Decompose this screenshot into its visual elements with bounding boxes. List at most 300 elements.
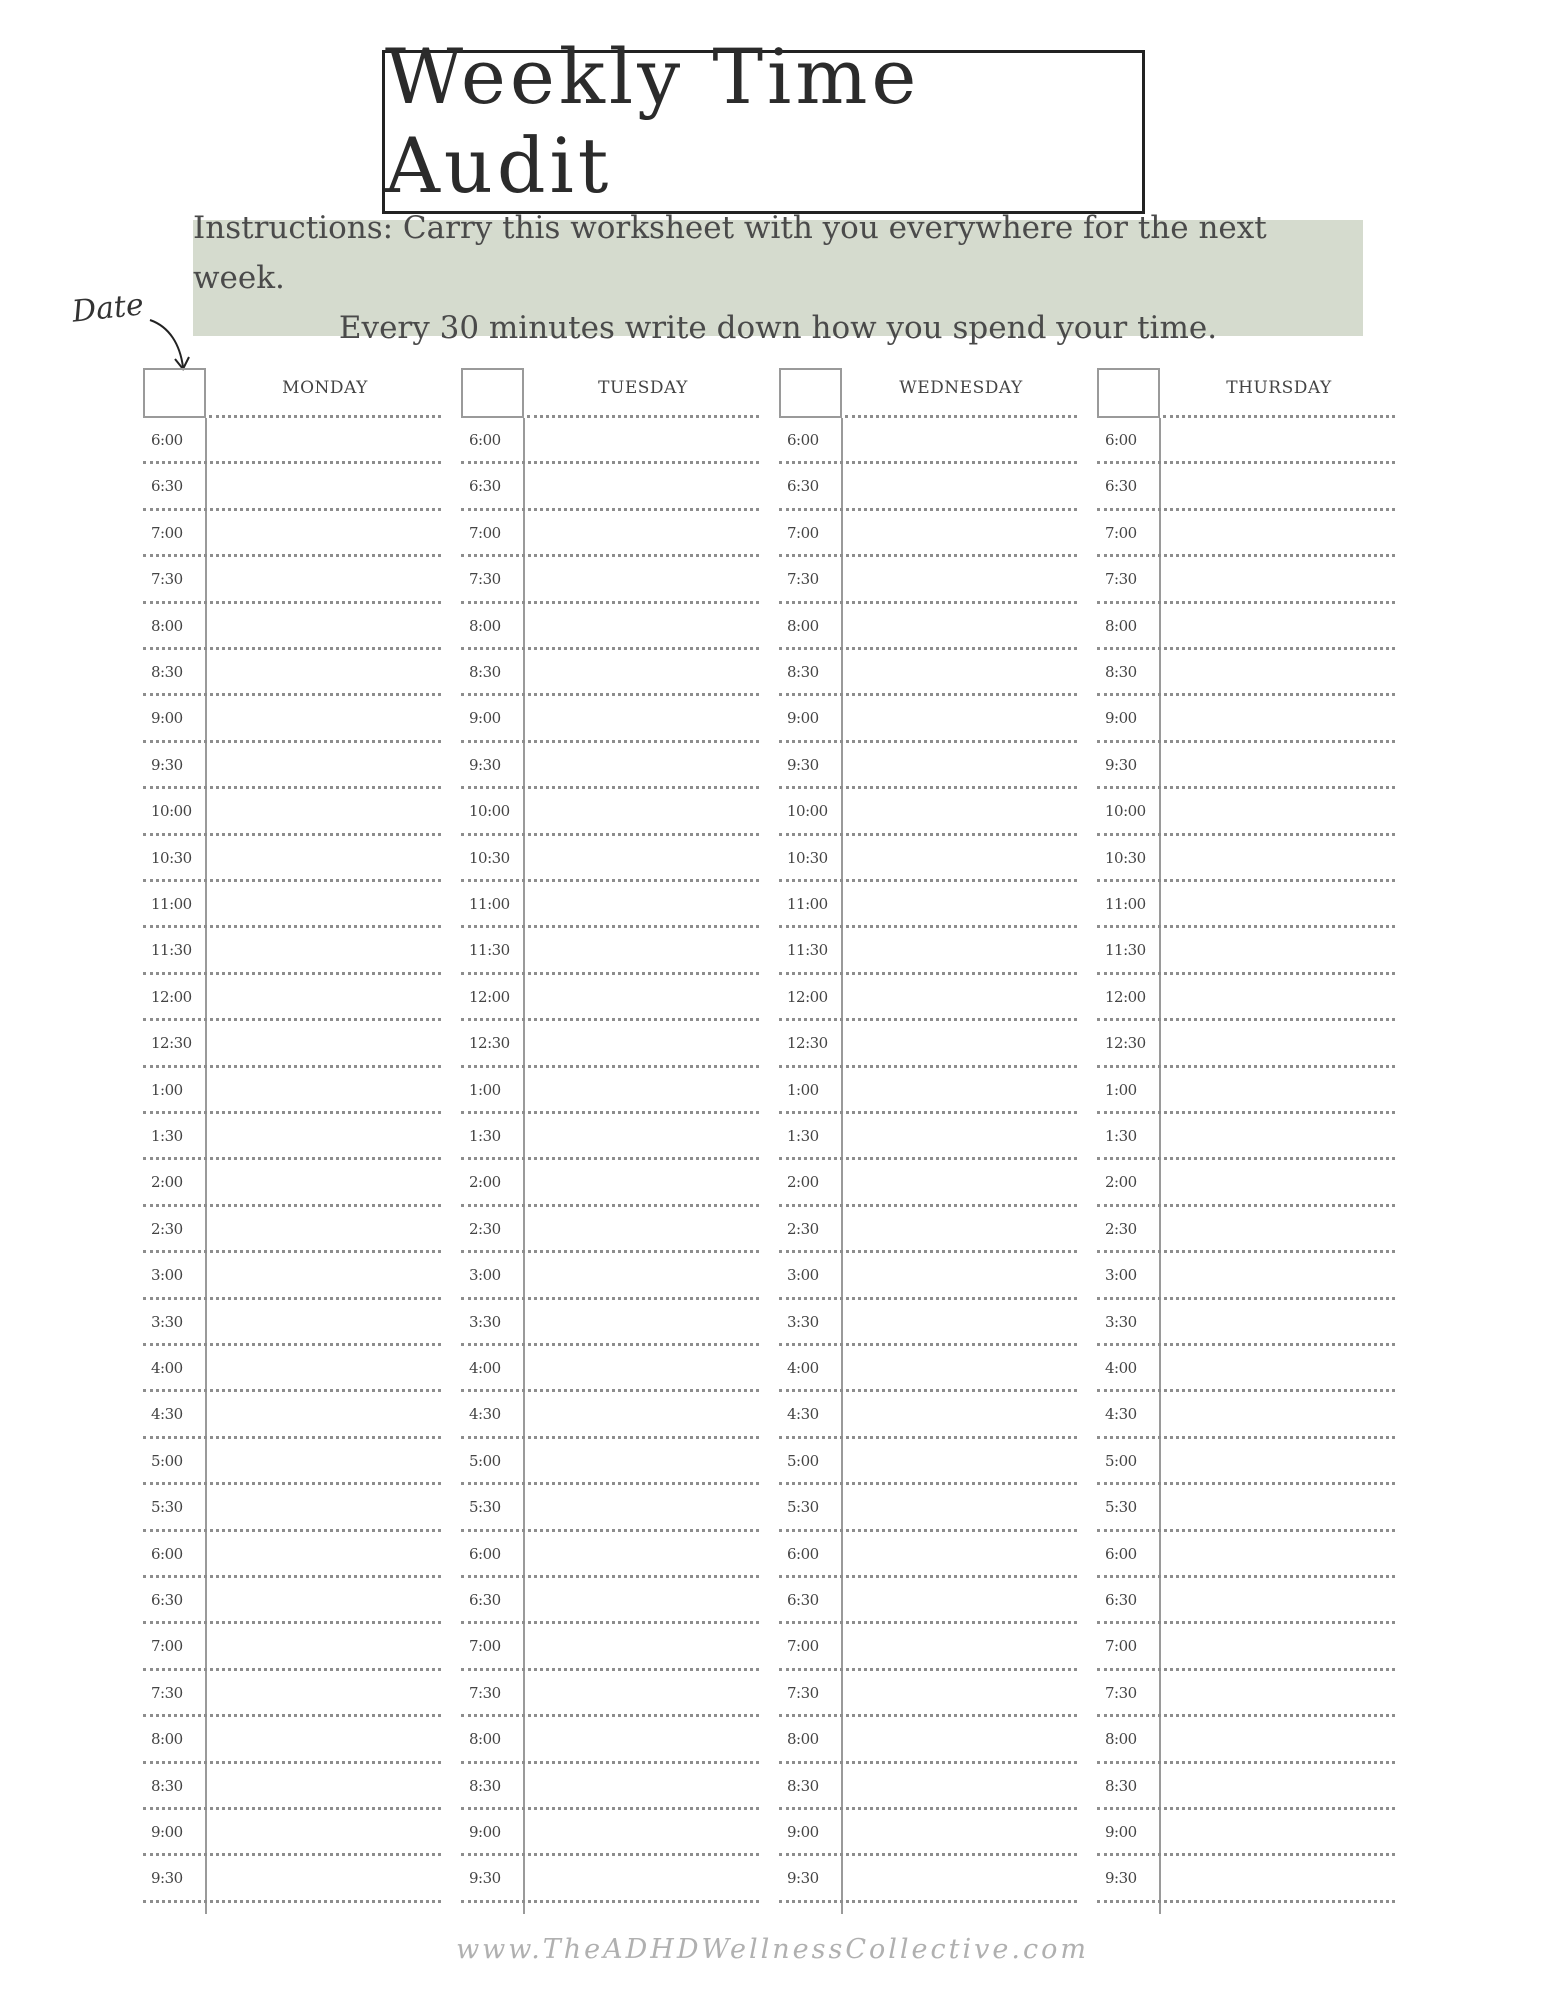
time-label: 4:00 — [469, 1359, 501, 1377]
time-slot — [1097, 557, 1397, 603]
time-label: 10:00 — [787, 802, 828, 821]
time-slot — [461, 743, 761, 789]
time-slot — [143, 789, 443, 835]
activity-entry-field[interactable] — [1165, 791, 1393, 831]
activity-entry-field[interactable] — [529, 977, 757, 1017]
activity-entry-field[interactable] — [529, 1348, 757, 1388]
time-slot — [779, 882, 1079, 928]
time-slot — [461, 696, 761, 742]
activity-entry-field[interactable] — [1165, 1302, 1393, 1342]
activity-entry-field[interactable] — [847, 420, 1075, 460]
activity-entry-field[interactable] — [211, 652, 439, 692]
time-slot — [143, 1346, 443, 1392]
time-label: 5:30 — [1105, 1498, 1137, 1517]
time-slot — [461, 1068, 761, 1114]
time-slot — [461, 928, 761, 974]
activity-entry-field[interactable] — [847, 1858, 1075, 1898]
time-label: 1:00 — [469, 1080, 501, 1099]
activity-entry-field[interactable] — [529, 1070, 757, 1110]
activity-entry-field[interactable] — [211, 791, 439, 831]
time-slot — [1097, 836, 1397, 882]
time-slot — [1097, 1068, 1397, 1114]
activity-entry-field[interactable] — [847, 1162, 1075, 1202]
time-label: 4:30 — [787, 1405, 819, 1424]
time-label: 6:30 — [151, 477, 183, 496]
activity-entry-field[interactable] — [847, 1441, 1075, 1481]
time-label: 11:30 — [469, 941, 510, 960]
activity-entry-field[interactable] — [1165, 1719, 1393, 1759]
time-label: 4:00 — [1105, 1359, 1137, 1377]
time-label: 6:30 — [151, 1591, 183, 1609]
activity-entry-field[interactable] — [847, 559, 1075, 599]
time-slot — [461, 789, 761, 835]
activity-entry-field[interactable] — [529, 1812, 757, 1852]
time-label: 1:30 — [469, 1127, 501, 1145]
time-slot — [461, 604, 761, 650]
time-slot — [1097, 1764, 1397, 1810]
activity-entry-field[interactable] — [529, 698, 757, 738]
time-label: 7:00 — [1105, 1637, 1137, 1656]
time-slot — [779, 1856, 1079, 1902]
activity-entry-field[interactable] — [1165, 606, 1393, 646]
activity-entry-field[interactable] — [211, 1487, 439, 1527]
time-slot — [779, 1532, 1079, 1578]
activity-entry-field[interactable] — [847, 1209, 1075, 1249]
time-label: 7:00 — [787, 1637, 819, 1656]
time-label: 1:00 — [151, 1080, 183, 1099]
activity-entry-field[interactable] — [529, 1487, 757, 1527]
activity-entry-field[interactable] — [529, 1534, 757, 1574]
time-slot — [1097, 464, 1397, 510]
time-slot — [461, 1810, 761, 1856]
time-label: 9:00 — [469, 709, 501, 728]
day-header: THURSDAY — [1226, 378, 1332, 398]
activity-entry-field[interactable] — [1165, 745, 1393, 785]
time-label: 12:30 — [787, 1034, 828, 1053]
time-slot — [461, 1392, 761, 1438]
time-slot — [1097, 928, 1397, 974]
time-slot — [143, 557, 443, 603]
time-slot — [143, 696, 443, 742]
activity-entry-field[interactable] — [529, 1719, 757, 1759]
time-label: 3:30 — [787, 1312, 819, 1331]
time-label: 8:00 — [787, 1730, 819, 1749]
time-label: 1:30 — [787, 1127, 819, 1145]
activity-entry-field[interactable] — [529, 745, 757, 785]
time-slot — [143, 836, 443, 882]
activity-entry-field[interactable] — [847, 1348, 1075, 1388]
time-slot — [461, 882, 761, 928]
activity-entry-field[interactable] — [529, 1162, 757, 1202]
time-label: 9:00 — [469, 1823, 501, 1841]
activity-entry-field[interactable] — [1165, 559, 1393, 599]
time-label: 6:30 — [469, 477, 501, 496]
time-label: 2:00 — [151, 1173, 183, 1192]
activity-entry-field[interactable] — [847, 1255, 1075, 1295]
activity-entry-field[interactable] — [1165, 838, 1393, 878]
activity-entry-field[interactable] — [1165, 652, 1393, 692]
activity-entry-field[interactable] — [1165, 884, 1393, 924]
time-label: 8:00 — [151, 1730, 183, 1749]
time-label: 8:00 — [469, 616, 501, 635]
time-slot — [461, 418, 761, 464]
time-slot — [143, 464, 443, 510]
activity-entry-field[interactable] — [211, 1255, 439, 1295]
time-slot — [1097, 882, 1397, 928]
activity-entry-field[interactable] — [847, 884, 1075, 924]
time-label: 2:30 — [1105, 1219, 1137, 1238]
activity-entry-field[interactable] — [211, 1441, 439, 1481]
day-column-thursday — [1097, 368, 1397, 1916]
time-label: 5:00 — [787, 1451, 819, 1470]
time-label: 9:30 — [151, 1869, 183, 1888]
activity-entry-field[interactable] — [1165, 513, 1393, 553]
activity-entry-field[interactable] — [529, 838, 757, 878]
time-slot — [461, 1160, 761, 1206]
time-label: 11:30 — [1105, 941, 1146, 960]
activity-entry-field[interactable] — [847, 977, 1075, 1017]
activity-entry-field[interactable] — [1165, 1023, 1393, 1063]
time-label: 9:30 — [1105, 1869, 1137, 1888]
time-slot — [143, 1160, 443, 1206]
activity-entry-field[interactable] — [211, 1673, 439, 1713]
activity-entry-field[interactable] — [211, 466, 439, 506]
time-label: 8:30 — [469, 663, 501, 681]
day-header: WEDNESDAY — [899, 378, 1023, 398]
time-slot — [143, 1532, 443, 1578]
time-slot — [461, 1624, 761, 1670]
activity-entry-field[interactable] — [847, 1580, 1075, 1620]
time-label: 11:00 — [469, 895, 510, 913]
activity-entry-field[interactable] — [847, 1487, 1075, 1527]
time-label: 9:00 — [151, 1823, 183, 1841]
activity-entry-field[interactable] — [211, 606, 439, 646]
activity-entry-field[interactable] — [1165, 1116, 1393, 1156]
time-label: 1:00 — [1105, 1080, 1137, 1099]
time-slot — [143, 1624, 443, 1670]
time-label: 6:30 — [469, 1591, 501, 1609]
time-slot — [1097, 1346, 1397, 1392]
activity-entry-field[interactable] — [847, 513, 1075, 553]
time-slot — [461, 1300, 761, 1346]
time-slot — [1097, 1485, 1397, 1531]
activity-entry-field[interactable] — [529, 1673, 757, 1713]
activity-entry-field[interactable] — [529, 606, 757, 646]
activity-entry-field[interactable] — [211, 1719, 439, 1759]
time-label: 10:00 — [151, 802, 192, 821]
time-slot — [143, 1253, 443, 1299]
time-slot — [779, 1114, 1079, 1160]
time-label: 9:30 — [787, 1869, 819, 1888]
time-slot — [461, 1671, 761, 1717]
page-title: Weekly Time Audit — [385, 32, 921, 210]
time-label: 7:30 — [469, 570, 501, 589]
activity-entry-field[interactable] — [211, 930, 439, 970]
time-label: 5:30 — [469, 1498, 501, 1517]
activity-entry-field[interactable] — [847, 1394, 1075, 1434]
time-slot — [1097, 604, 1397, 650]
time-label: 7:00 — [469, 1637, 501, 1656]
activity-entry-field[interactable] — [1165, 1534, 1393, 1574]
date-input-box[interactable] — [779, 368, 842, 418]
time-label: 6:30 — [787, 477, 819, 496]
time-label: 9:30 — [469, 755, 501, 774]
activity-entry-field[interactable] — [1165, 1348, 1393, 1388]
activity-entry-field[interactable] — [847, 1812, 1075, 1852]
activity-entry-field[interactable] — [211, 1302, 439, 1342]
time-label: 3:00 — [1105, 1266, 1137, 1285]
activity-entry-field[interactable] — [1165, 1070, 1393, 1110]
time-label: 8:00 — [151, 616, 183, 635]
activity-entry-field[interactable] — [529, 1255, 757, 1295]
activity-entry-field[interactable] — [529, 930, 757, 970]
time-slot — [1097, 1114, 1397, 1160]
activity-entry-field[interactable] — [211, 745, 439, 785]
activity-entry-field[interactable] — [847, 838, 1075, 878]
activity-entry-field[interactable] — [529, 513, 757, 553]
activity-entry-field[interactable] — [211, 884, 439, 924]
activity-entry-field[interactable] — [847, 930, 1075, 970]
time-label: 7:00 — [1105, 523, 1137, 542]
time-label: 6:00 — [787, 1544, 819, 1563]
time-label: 7:30 — [1105, 570, 1137, 589]
time-slot — [461, 1578, 761, 1624]
activity-entry-field[interactable] — [1165, 1766, 1393, 1806]
activity-entry-field[interactable] — [211, 1580, 439, 1620]
time-slot — [1097, 1300, 1397, 1346]
time-label: 8:30 — [787, 663, 819, 681]
activity-entry-field[interactable] — [529, 1302, 757, 1342]
dotted-rule — [461, 1900, 759, 1903]
activity-entry-field[interactable] — [211, 1626, 439, 1666]
time-label: 3:00 — [469, 1266, 501, 1285]
time-slot — [1097, 1717, 1397, 1763]
time-slot — [779, 789, 1079, 835]
day-header: TUESDAY — [598, 378, 688, 398]
activity-entry-field[interactable] — [1165, 466, 1393, 506]
time-slot — [143, 1764, 443, 1810]
time-label: 3:30 — [151, 1312, 183, 1331]
date-input-box[interactable] — [1097, 368, 1160, 418]
time-slot — [779, 1253, 1079, 1299]
time-slot — [461, 650, 761, 696]
activity-entry-field[interactable] — [1165, 1487, 1393, 1527]
time-label: 3:00 — [151, 1266, 183, 1285]
activity-entry-field[interactable] — [1165, 1673, 1393, 1713]
activity-entry-field[interactable] — [211, 1162, 439, 1202]
time-slot — [779, 1624, 1079, 1670]
instructions-banner — [193, 210, 1363, 346]
activity-entry-field[interactable] — [847, 606, 1075, 646]
time-label: 7:00 — [787, 523, 819, 542]
dotted-rule — [1097, 1900, 1395, 1903]
time-label: 11:30 — [151, 941, 192, 960]
time-slot — [1097, 1160, 1397, 1206]
date-input-box[interactable] — [461, 368, 524, 418]
time-label: 12:00 — [469, 987, 510, 1006]
time-slot — [779, 604, 1079, 650]
activity-entry-field[interactable] — [847, 1626, 1075, 1666]
activity-entry-field[interactable] — [529, 1116, 757, 1156]
time-slot — [1097, 1021, 1397, 1067]
activity-entry-field[interactable] — [1165, 1394, 1393, 1434]
time-label: 6:00 — [151, 1544, 183, 1563]
time-label: 4:00 — [151, 1359, 183, 1377]
activity-entry-field[interactable] — [847, 1534, 1075, 1574]
activity-entry-field[interactable] — [211, 838, 439, 878]
activity-entry-field[interactable] — [847, 1302, 1075, 1342]
time-slot — [779, 696, 1079, 742]
time-label: 7:30 — [787, 1683, 819, 1702]
time-label: 6:00 — [1105, 431, 1137, 449]
activity-entry-field[interactable] — [847, 466, 1075, 506]
activity-entry-field[interactable] — [1165, 1858, 1393, 1898]
activity-entry-field[interactable] — [529, 652, 757, 692]
activity-entry-field[interactable] — [529, 559, 757, 599]
activity-entry-field[interactable] — [211, 1023, 439, 1063]
time-slot — [779, 1392, 1079, 1438]
activity-entry-field[interactable] — [529, 791, 757, 831]
time-slot — [461, 1253, 761, 1299]
activity-entry-field[interactable] — [1165, 1209, 1393, 1249]
time-label: 10:00 — [469, 802, 510, 821]
time-slot — [779, 464, 1079, 510]
time-label: 4:30 — [1105, 1405, 1137, 1424]
activity-entry-field[interactable] — [847, 1719, 1075, 1759]
activity-entry-field[interactable] — [529, 1858, 757, 1898]
time-label: 12:30 — [469, 1034, 510, 1053]
activity-entry-field[interactable] — [1165, 1812, 1393, 1852]
activity-entry-field[interactable] — [211, 1858, 439, 1898]
time-label: 6:30 — [787, 1591, 819, 1609]
activity-entry-field[interactable] — [847, 652, 1075, 692]
activity-entry-field[interactable] — [847, 1766, 1075, 1806]
time-label: 6:00 — [469, 1544, 501, 1563]
activity-entry-field[interactable] — [1165, 420, 1393, 460]
activity-entry-field[interactable] — [847, 1023, 1075, 1063]
time-label: 5:00 — [1105, 1451, 1137, 1470]
activity-entry-field[interactable] — [529, 1626, 757, 1666]
time-slot — [779, 1810, 1079, 1856]
instructions-line-2: Every 30 minutes write down how you spend your time. — [338, 310, 1218, 346]
time-slot — [143, 1114, 443, 1160]
activity-entry-field[interactable] — [847, 1070, 1075, 1110]
time-label: 1:00 — [787, 1080, 819, 1099]
time-slot — [143, 975, 443, 1021]
time-slot — [779, 1671, 1079, 1717]
day-column-monday — [143, 368, 443, 1916]
activity-entry-field[interactable] — [211, 513, 439, 553]
activity-entry-field[interactable] — [211, 1070, 439, 1110]
activity-entry-field[interactable] — [211, 1209, 439, 1249]
activity-entry-field[interactable] — [1165, 1255, 1393, 1295]
activity-entry-field[interactable] — [211, 559, 439, 599]
time-slot — [1097, 1439, 1397, 1485]
activity-entry-field[interactable] — [529, 884, 757, 924]
activity-entry-field[interactable] — [211, 1766, 439, 1806]
time-slot — [461, 1856, 761, 1902]
activity-entry-field[interactable] — [1165, 698, 1393, 738]
activity-entry-field[interactable] — [211, 420, 439, 460]
time-slot — [1097, 1532, 1397, 1578]
time-slot — [461, 1207, 761, 1253]
activity-entry-field[interactable] — [529, 1394, 757, 1434]
activity-entry-field[interactable] — [847, 791, 1075, 831]
time-label: 11:00 — [1105, 895, 1146, 913]
time-label: 6:00 — [151, 431, 183, 449]
time-slot — [779, 1578, 1079, 1624]
activity-entry-field[interactable] — [211, 1116, 439, 1156]
time-slot — [461, 975, 761, 1021]
time-slot — [1097, 1253, 1397, 1299]
activity-entry-field[interactable] — [1165, 1162, 1393, 1202]
time-label: 9:00 — [787, 709, 819, 728]
date-input-box[interactable] — [143, 368, 206, 418]
time-label: 10:30 — [151, 848, 192, 867]
activity-entry-field[interactable] — [529, 466, 757, 506]
time-label: 9:00 — [1105, 709, 1137, 728]
time-slot — [1097, 696, 1397, 742]
activity-entry-field[interactable] — [847, 745, 1075, 785]
activity-entry-field[interactable] — [1165, 1626, 1393, 1666]
activity-entry-field[interactable] — [211, 698, 439, 738]
time-slot — [143, 1068, 443, 1114]
time-slot — [143, 604, 443, 650]
activity-entry-field[interactable] — [211, 1394, 439, 1434]
time-slot — [461, 1532, 761, 1578]
time-label: 11:30 — [787, 941, 828, 960]
activity-entry-field[interactable] — [847, 1673, 1075, 1713]
time-slot — [779, 743, 1079, 789]
activity-entry-field[interactable] — [1165, 977, 1393, 1017]
time-slot — [461, 1485, 761, 1531]
activity-entry-field[interactable] — [529, 1023, 757, 1063]
activity-entry-field[interactable] — [211, 1534, 439, 1574]
time-slot — [779, 1300, 1079, 1346]
time-label: 1:30 — [1105, 1127, 1137, 1145]
time-slot — [1097, 1810, 1397, 1856]
time-label: 2:00 — [469, 1173, 501, 1192]
time-slot — [779, 1764, 1079, 1810]
time-label: 8:00 — [1105, 1730, 1137, 1749]
time-label: 2:00 — [787, 1173, 819, 1192]
activity-entry-field[interactable] — [847, 698, 1075, 738]
activity-entry-field[interactable] — [529, 1580, 757, 1620]
activity-entry-field[interactable] — [1165, 930, 1393, 970]
time-label: 9:30 — [469, 1869, 501, 1888]
time-slot — [779, 650, 1079, 696]
instructions-line-1: Instructions: Carry this worksheet with you everywhere for the next week. — [193, 210, 1267, 296]
time-label: 8:00 — [787, 616, 819, 635]
activity-entry-field[interactable] — [847, 1116, 1075, 1156]
day-column-wednesday — [779, 368, 1079, 1916]
activity-entry-field[interactable] — [211, 977, 439, 1017]
time-slot — [143, 1300, 443, 1346]
time-label: 7:30 — [151, 1683, 183, 1702]
time-label: 10:00 — [1105, 802, 1146, 821]
activity-entry-field[interactable] — [529, 420, 757, 460]
activity-entry-field[interactable] — [529, 1441, 757, 1481]
activity-entry-field[interactable] — [211, 1348, 439, 1388]
activity-entry-field[interactable] — [1165, 1580, 1393, 1620]
activity-entry-field[interactable] — [529, 1209, 757, 1249]
activity-entry-field[interactable] — [211, 1812, 439, 1852]
time-label: 7:30 — [1105, 1683, 1137, 1702]
activity-entry-field[interactable] — [1165, 1441, 1393, 1481]
activity-entry-field[interactable] — [529, 1766, 757, 1806]
time-label: 2:30 — [151, 1219, 183, 1238]
time-label: 7:00 — [151, 1637, 183, 1656]
